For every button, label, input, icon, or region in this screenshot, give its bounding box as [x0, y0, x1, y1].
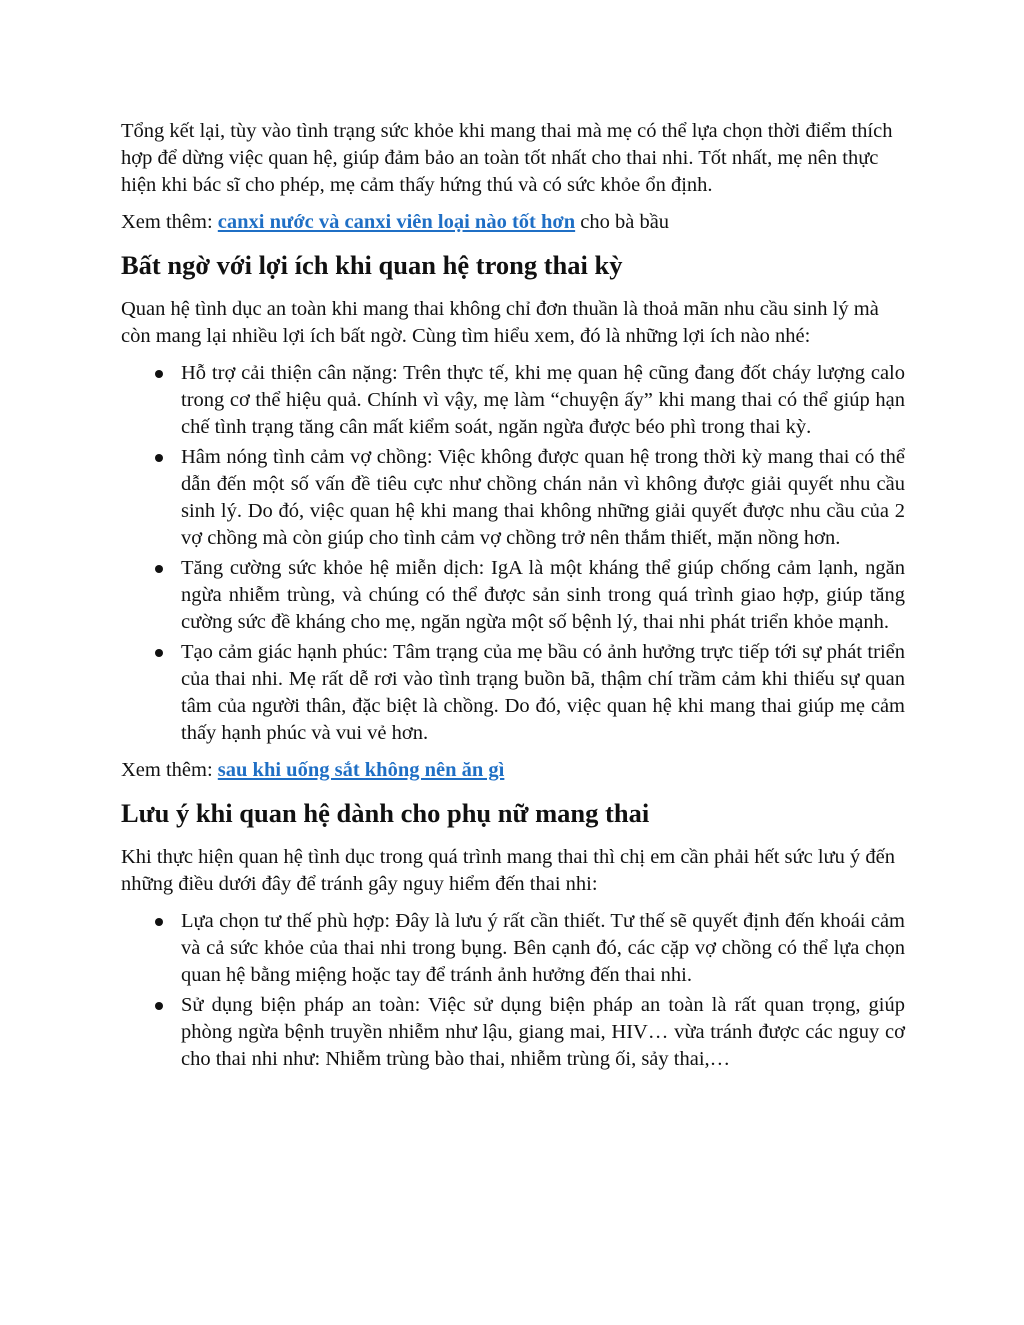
list-item [181, 444, 905, 552]
list-item-text: Sử dụng biện pháp an toàn: Việc sử dụng biện pháp an toàn là rất quan trọng, giúp phòng ngừa bệnh truyền nhiễm như lậu, giang mai, HIV… vừa tránh được các nguy cơ cho thai nhi như: Nhiễm trùng bào thai, nhiễm trùng ối, sảy thai,… [181, 994, 905, 1070]
bullet-icon [155, 649, 163, 657]
list-item [181, 639, 905, 747]
see-also-link-iron[interactable]: sau khi uống sắt không nên ăn gì [217, 759, 505, 781]
bullet-icon [155, 1002, 163, 1010]
list-item [181, 908, 905, 989]
benefits-list [121, 360, 905, 747]
see-also-link-calcium[interactable]: canxi nước và canxi viên loại nào tốt hơn [217, 211, 576, 233]
list-item-text: Hâm nóng tình cảm vợ chồng: Việc không được quan hệ trong thời kỳ mang thai có thể dẫn đến một số vấn đề tiêu cực như chồng chán nản vì không được giải quyết nhu cầu sinh lý. Do đó, việc quan hệ khi mang thai không những giải quyết được nhu cầu của 2 vợ chồng mà còn giúp cho tình cảm vợ chồng trở nên thắm thiết, mặn nồng hơn. [181, 446, 905, 549]
section-heading-benefits: Bất ngờ với lợi ích khi quan hệ trong thai kỳ [121, 250, 623, 280]
benefits-intro-paragraph: Quan hệ tình dục an toàn khi mang thai không chỉ đơn thuần là thoả mãn nhu cầu sinh lý mà còn mang lại nhiều lợi ích bất ngờ. Cùng tìm hiểu xem, đó là những lợi ích nào nhé: [121, 298, 879, 347]
section-heading-notes: Lưu ý khi quan hệ dành cho phụ nữ mang thai [121, 798, 650, 828]
see-also-line-1 [121, 209, 905, 236]
document-page [121, 118, 905, 1083]
see-also-line-2 [121, 757, 905, 784]
see-also-suffix: cho bà bầu [580, 211, 670, 233]
notes-list [121, 908, 905, 1073]
bullet-icon [155, 454, 163, 462]
list-item-text: Tăng cường sức khỏe hệ miễn dịch: IgA là một kháng thể giúp chống cảm lạnh, ngăn ngừa nhiễm trùng, và chúng có thể được sản sinh trong quá trình giao hợp, giúp tăng cường sức đề kháng cho mẹ, ngăn ngừa một số bệnh lý, thai nhi phát triển khỏe mạnh. [181, 557, 905, 633]
list-item [181, 360, 905, 441]
intro-paragraph: Tổng kết lại, tùy vào tình trạng sức khỏe khi mang thai mà mẹ có thể lựa chọn thời điểm thích hợp để dừng việc quan hệ, giúp đảm bảo an toàn tốt nhất cho thai nhi. Tốt nhất, mẹ nên thực hiện khi bác sĩ cho phép, mẹ cảm thấy hứng thú và có sức khỏe ổn định. [121, 120, 893, 196]
bullet-icon [155, 918, 163, 926]
see-also-prefix: Xem thêm: [121, 759, 213, 781]
list-item-text: Lựa chọn tư thế phù hợp: Đây là lưu ý rất cần thiết. Tư thế sẽ quyết định đến khoái cảm và cả sức khỏe của thai nhi trong bụng. Bên cạnh đó, các cặp vợ chồng có thể lựa chọn quan hệ bằng miệng hoặc tay để tránh ảnh hưởng đến thai nhi. [181, 910, 905, 986]
bullet-icon [155, 565, 163, 573]
bullet-icon [155, 370, 163, 378]
list-item-text: Hỗ trợ cải thiện cân nặng: Trên thực tế, khi mẹ quan hệ cũng đang đốt cháy lượng calo trong cơ thể hiệu quả. Chính vì vậy, mẹ làm “chuyện ấy” khi mang thai có thể giúp hạn chế tình trạng tăng cân mất kiểm soát, ngăn ngừa được béo phì trong thai kỳ. [181, 362, 905, 438]
see-also-prefix: Xem thêm: [121, 211, 213, 233]
notes-intro-paragraph: Khi thực hiện quan hệ tình dục trong quá trình mang thai thì chị em cần phải hết sức lưu ý đến những điều dưới đây để tránh gây nguy hiểm đến thai nhi: [121, 846, 895, 895]
list-item [181, 992, 905, 1073]
list-item-text: Tạo cảm giác hạnh phúc: Tâm trạng của mẹ bầu có ảnh hưởng trực tiếp tới sự phát triển của thai nhi. Mẹ rất dễ rơi vào tình trạng buồn bã, thậm chí trầm cảm khi thiếu sự quan tâm của người thân, đặc biệt là chồng. Do đó, việc quan hệ khi mang thai giúp mẹ cảm thấy hạnh phúc và vui vẻ hơn. [181, 641, 905, 744]
list-item [181, 555, 905, 636]
